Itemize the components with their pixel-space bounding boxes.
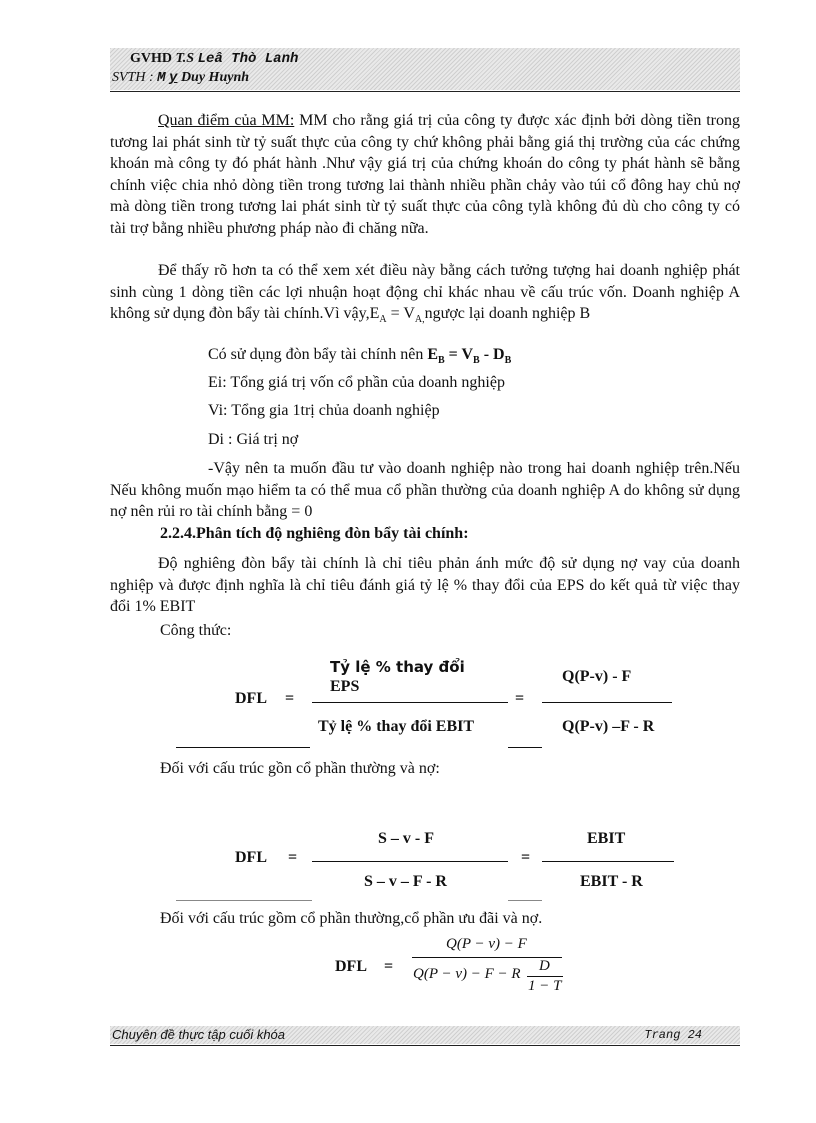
formula-numerator: Tỷ lệ % thay đổi [330, 658, 465, 676]
formula-numerator-eps: EPS [330, 678, 360, 695]
formula-numerator-2: Q(P-v) - F [562, 668, 632, 685]
formula-d: D [539, 958, 550, 974]
formula-denominator: Q(P − v) − F − R [413, 966, 521, 982]
line-firm-b-leverage: Có sử dụng đòn bẩy tài chính nên $E_B = V_B - D_B$ [208, 346, 512, 367]
footer-rule [110, 1045, 740, 1046]
header-student: SVTH : M y Duy Huynh [112, 70, 250, 86]
header-advisor: GVHD T.S Leâ Thò Lanh [130, 51, 299, 67]
equals-sign: = [285, 690, 295, 707]
paragraph-dfl-definition: Độ nghiêng đòn bẩy tài chính là chỉ tiêu phản ánh mức độ sử dụng nợ vay của doanh nghiệp và được định nghĩa là chỉ tiêu đánh giá tỷ lệ % thay đổi của EPS do kết quả từ việc thay đổi 1% EBIT [110, 555, 740, 615]
structure-common-debt: Đối với cấu trúc gồn cổ phần thường và nợ: [160, 760, 440, 777]
line-ei-definition: Ei: Tổng giá trị vốn cổ phần của doanh nghiệp [208, 374, 505, 391]
fraction-bar-small [527, 976, 563, 977]
footer-title: Chuyên đề thực tập cuối khóa [112, 1027, 286, 1042]
line-vi-definition: Vi: Tổng gia 1trị chủa doanh nghiệp [208, 402, 440, 419]
divider-line [508, 900, 542, 901]
formula-denominator: Tỷ lệ % thay đổi EBIT [318, 718, 475, 735]
equals-sign: = [384, 958, 394, 975]
equals-sign: = [515, 690, 525, 707]
fraction-bar [312, 702, 508, 703]
section-title: 2.2.4.Phân tích độ nghiêng đòn bẩy tài chính: [160, 525, 469, 542]
formula-label: DFL [235, 849, 267, 866]
page-footer [110, 1026, 740, 1044]
formula-denominator-2: EBIT - R [580, 873, 643, 890]
paragraph-investment-choice: -Vậy nên ta muốn đầu tư vào doanh nghiệp nào trong hai doanh nghiệp trên.Nếu Nếu không muốn mạo hiểm ta có thể mua cổ phần thường của doanh nghiệp A do không sử dụng nợ nên rủi ro tài chính bằng = 0 [110, 460, 740, 520]
fraction-bar [542, 861, 674, 862]
page-number: Trang 24 [644, 1028, 702, 1042]
formula-numerator-2: EBIT [587, 830, 626, 847]
divider-line [508, 747, 542, 748]
header-rule [110, 91, 740, 92]
formula-numerator: Q(P − v) − F [446, 936, 527, 952]
formula-label: DFL [235, 690, 267, 707]
formula-denominator-2: Q(P-v) –F - R [562, 718, 655, 735]
fraction-bar [542, 702, 672, 703]
divider-line [176, 747, 310, 748]
formula-denominator: S – v – F - R [364, 873, 447, 890]
page-header [110, 48, 740, 90]
paragraph-two-firms: Để thấy rõ hơn ta có thể xem xét điều này bằng cách tưởng tượng hai doanh nghiệp phát sinh cùng 1 dòng tiền các lợi nhuận hoạt động chỉ khác nhau về cấu trúc vốn. Doanh nghiệp A không sử dụng đòn bẩy tài chính.Vì $vậy,E_A$ = $V_{A,}ngược$ lại doanh nghiệp B [110, 262, 740, 326]
divider-line [176, 900, 312, 901]
structure-common-preferred-debt: Đối với cấu trúc gồm cổ phần thường,cổ phần ưu đãi và nợ. [160, 910, 543, 927]
formula-intro: Công thức: [160, 622, 232, 639]
line-di-definition: Di : Giá trị nợ [208, 431, 299, 448]
paragraph-mm-view: Quan điểm của MM: MM cho rằng giá trị của công ty được xác định bởi dòng tiền trong tương lai phát sinh từ tỷ suất thực của công ty chứ không phải bằng giá thị trường của các chứng khoán mà công ty đó phát hành .Như vậy giá trị của chứng khoán do công ty phát hành sẽ bằng chính việc chia nhỏ dòng tiền trong tương lai thành nhiều phần chảy vào túi cổ đông hay chủ nợ mà dòng tiền trong tương lai phát sinh từ tỷ suất thực của công tylà không đủ dù cho công ty có tài trợ bằng nhiều phương pháp nào đi chăng nữa. [110, 112, 740, 237]
formula-1-minus-t: 1 − T [528, 978, 562, 994]
formula-numerator: S – v - F [378, 830, 434, 847]
fraction-bar [312, 861, 508, 862]
equals-sign: = [521, 849, 531, 866]
equals-sign: = [288, 849, 298, 866]
formula-label: DFL [335, 958, 367, 975]
